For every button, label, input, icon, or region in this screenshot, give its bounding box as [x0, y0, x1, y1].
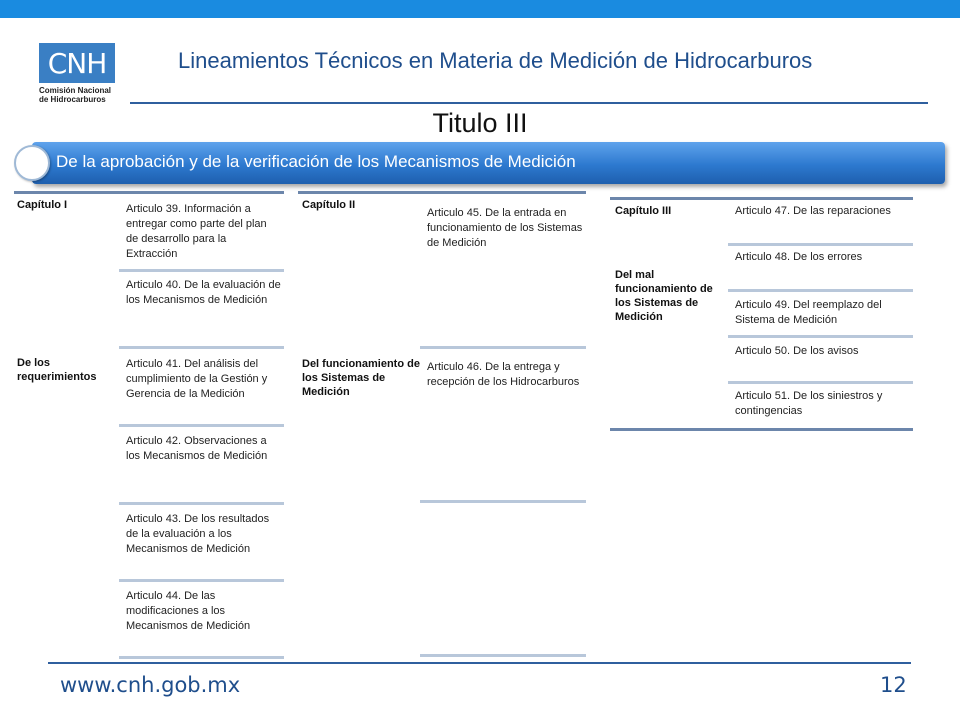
article-separator	[728, 335, 913, 338]
article-separator	[420, 346, 586, 349]
chapter-1-label: Capítulo I	[17, 199, 68, 211]
article-40: Articulo 40. De la evaluación de los Mecanismos de Medición	[126, 279, 281, 306]
article-separator	[119, 346, 284, 349]
footer-website-link[interactable]: www.cnh.gob.mx	[60, 673, 241, 697]
chapter-2-description: Del funcionamiento de los Sistemas de Medición	[302, 358, 420, 398]
chapter-3-description: Del mal funcionamiento de los Sistemas de Medición	[615, 269, 713, 323]
article-separator	[119, 502, 284, 505]
article-49: Articulo 49. Del reemplazo del Sistema de Medición	[735, 299, 882, 326]
header-divider	[130, 102, 928, 104]
top-accent-bar	[0, 0, 960, 18]
article-separator	[119, 424, 284, 427]
logo-subtitle-line2: de Hidrocarburos	[39, 95, 106, 104]
article-separator	[728, 289, 913, 292]
article-separator	[420, 500, 586, 503]
footer-divider	[48, 662, 911, 664]
article-separator	[119, 269, 284, 272]
article-39: Articulo 39. Información a entregar como parte del plan de desarrollo para la Extracción	[126, 203, 267, 260]
chapter-2-label: Capítulo II	[302, 199, 356, 211]
article-46: Articulo 46. De la entrega y recepción de los Hidrocarburos	[427, 361, 580, 388]
article-43: Articulo 43. De los resultados de la evaluación a los Mecanismos de Medición	[126, 513, 270, 555]
article-42: Articulo 42. Observaciones a los Mecanismos de Medición	[126, 435, 268, 462]
article-separator	[728, 243, 913, 246]
banner-bullet-circle	[14, 145, 50, 181]
chapter-3-label: Capítulo III	[615, 205, 672, 217]
chapter-1-description: De los requerimientos	[17, 357, 97, 383]
header-title: Lineamientos Técnicos en Materia de Medición de Hidrocarburos	[178, 48, 813, 73]
chapter-2-top-rule	[298, 191, 586, 194]
section-title: Titulo III	[432, 108, 528, 138]
article-separator	[728, 381, 913, 384]
article-47: Articulo 47. De las reparaciones	[735, 205, 891, 217]
article-51: Articulo 51. De los siniestros y contingencias	[735, 390, 883, 417]
article-separator	[119, 579, 284, 582]
banner-text: De la aprobación y de la verificación de los Mecanismos de Medición	[56, 152, 576, 171]
article-50: Articulo 50. De los avisos	[735, 345, 859, 357]
article-45: Articulo 45. De la entrada en funcionamiento de los Sistemas de Medición	[427, 207, 583, 249]
page-number: 12	[880, 673, 907, 697]
article-separator	[119, 656, 284, 659]
chapter-3-top-rule	[610, 197, 913, 200]
logo-subtitle-line1: Comisión Nacional	[39, 86, 112, 95]
logo-mark: CNH	[39, 43, 115, 83]
chapter-3-bottom-rule	[610, 428, 913, 431]
article-44: Articulo 44. De las modificaciones a los Mecanismos de Medición	[126, 590, 251, 632]
article-41: Articulo 41. Del análisis del cumplimiento de la Gestión y Gerencia de la Medición	[126, 358, 268, 400]
cnh-logo	[39, 43, 115, 104]
chapter-1-top-rule	[14, 191, 284, 194]
article-separator	[420, 654, 586, 657]
logo-subtitle	[39, 86, 115, 104]
article-48: Articulo 48. De los errores	[735, 251, 863, 263]
